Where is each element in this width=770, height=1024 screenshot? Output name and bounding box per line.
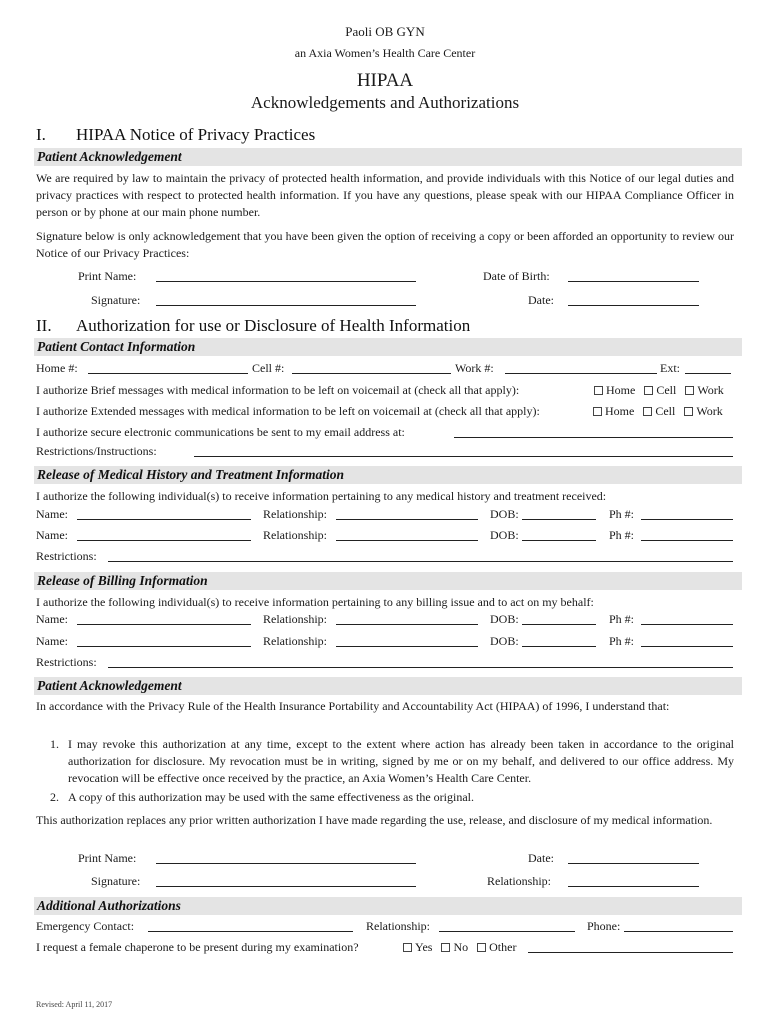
billing-restrictions-label: Restrictions: bbox=[36, 655, 97, 669]
emergency-phone-field[interactable] bbox=[624, 931, 733, 932]
billing-restrictions-field[interactable] bbox=[108, 667, 733, 668]
ack-signature-field[interactable] bbox=[156, 886, 416, 887]
signature-label: Signature: bbox=[91, 293, 141, 307]
section-bar-billing bbox=[34, 572, 742, 590]
section-bar-label: Additional Authorizations bbox=[37, 898, 181, 913]
date-label: Date: bbox=[528, 293, 554, 307]
brief-messages-text: I authorize Brief messages with medical information to be left on voicemail at (check all that apply): bbox=[36, 383, 520, 397]
section-2-title bbox=[36, 316, 470, 336]
org-name: Paoli OB GYN bbox=[345, 24, 425, 39]
section-2-number: II. bbox=[36, 316, 52, 335]
section-bar-label: Patient Acknowledgement bbox=[37, 678, 182, 693]
section-bar-ack-2 bbox=[34, 677, 742, 695]
section-bar-label: Release of Medical History and Treatment Information bbox=[37, 467, 344, 482]
section-1-heading: HIPAA Notice of Privacy Practices bbox=[76, 125, 316, 144]
ack-list-item bbox=[36, 736, 734, 787]
ack-list-number: 1. bbox=[50, 737, 59, 751]
ack-list bbox=[36, 736, 734, 806]
medical-relationship-1-field[interactable] bbox=[336, 519, 478, 520]
medical-ph-2-field[interactable] bbox=[641, 540, 733, 541]
brief-options bbox=[588, 383, 724, 397]
billing-intro: I authorize the following individual(s) to receive information pertaining to any billing issue and to act on my behalf: bbox=[36, 595, 594, 609]
billing-relationship-1-label: Relationship: bbox=[263, 612, 327, 626]
section-1-title bbox=[36, 125, 315, 145]
ack-date-field[interactable] bbox=[568, 863, 699, 864]
section-bar-contact bbox=[34, 338, 742, 356]
chaperone-no-label: No bbox=[453, 940, 469, 954]
doc-title: HIPAA bbox=[356, 70, 414, 91]
medical-name-1-field[interactable] bbox=[77, 519, 251, 520]
hipaa-ack-intro: In accordance with the Privacy Rule of the Health Insurance Portability and Accountability Act (HIPAA) of 1996, I understand that: bbox=[36, 699, 670, 713]
extended-options bbox=[591, 404, 723, 418]
chaperone-other-label: Other bbox=[489, 940, 517, 954]
billing-name-1-field[interactable] bbox=[77, 624, 251, 625]
ack-list-text: A copy of this authorization may be used with the same effectiveness as the original. bbox=[68, 790, 475, 804]
emergency-relationship-label: Relationship: bbox=[366, 919, 430, 933]
brief-home-label: Home bbox=[606, 383, 636, 397]
billing-dob-1-field[interactable] bbox=[522, 624, 596, 625]
billing-ph-1-label: Ph #: bbox=[609, 612, 635, 626]
brief-work-checkbox[interactable] bbox=[685, 386, 694, 395]
medical-ph-1-field[interactable] bbox=[641, 519, 733, 520]
extended-home-checkbox[interactable] bbox=[593, 407, 602, 416]
billing-relationship-2-label: Relationship: bbox=[263, 634, 327, 648]
brief-home-checkbox[interactable] bbox=[594, 386, 603, 395]
print-name-field[interactable] bbox=[156, 281, 416, 282]
section-bar-label: Release of Billing Information bbox=[37, 573, 208, 588]
section-1-number: I. bbox=[36, 125, 46, 144]
medical-intro: I authorize the following individual(s) to receive information pertaining to any medical history and treatment received: bbox=[36, 489, 607, 503]
brief-cell-label: Cell bbox=[656, 383, 677, 397]
section-2-heading: Authorization for use or Disclosure of Health Information bbox=[76, 316, 471, 335]
medical-dob-2-label: DOB: bbox=[490, 528, 519, 542]
section-bar-label: Patient Acknowledgement bbox=[37, 149, 182, 164]
medical-name-1-label: Name: bbox=[36, 507, 68, 521]
medical-ph-1-label: Ph #: bbox=[609, 507, 635, 521]
medical-relationship-1-label: Relationship: bbox=[263, 507, 327, 521]
chaperone-other-checkbox[interactable] bbox=[477, 943, 486, 952]
emergency-relationship-field[interactable] bbox=[439, 931, 575, 932]
print-name-label: Print Name: bbox=[78, 269, 137, 283]
ack-print-name-label: Print Name: bbox=[78, 851, 137, 865]
ack-list-item bbox=[36, 789, 734, 806]
ack-list-number: 2. bbox=[50, 790, 59, 804]
billing-name-2-label: Name: bbox=[36, 634, 68, 648]
date-field[interactable] bbox=[568, 305, 699, 306]
ack-date-label: Date: bbox=[528, 851, 554, 865]
emergency-phone-label: Phone: bbox=[587, 919, 621, 933]
billing-name-1-label: Name: bbox=[36, 612, 68, 626]
work-phone-field[interactable] bbox=[505, 373, 657, 374]
medical-relationship-2-field[interactable] bbox=[336, 540, 478, 541]
emergency-contact-label: Emergency Contact: bbox=[36, 919, 135, 933]
extended-cell-checkbox[interactable] bbox=[643, 407, 652, 416]
section-bar-label: Patient Contact Information bbox=[37, 339, 196, 354]
ack-relationship-field[interactable] bbox=[568, 886, 699, 887]
billing-dob-2-field[interactable] bbox=[522, 646, 596, 647]
medical-name-2-label: Name: bbox=[36, 528, 68, 542]
billing-ph-2-field[interactable] bbox=[641, 646, 733, 647]
medical-dob-1-label: DOB: bbox=[490, 507, 519, 521]
extended-work-label: Work bbox=[696, 404, 723, 418]
signature-notice-paragraph: Signature below is only acknowledgement that you have been given the option of receiving a copy or been afforded an opportunity to review our Notice of our Privacy Practices: bbox=[36, 229, 734, 260]
medical-restrictions-field[interactable] bbox=[108, 561, 733, 562]
emergency-contact-field[interactable] bbox=[148, 931, 353, 932]
dob-field[interactable] bbox=[568, 281, 699, 282]
chaperone-question: I request a female chaperone to be present during my examination? bbox=[36, 940, 359, 954]
extended-messages-text: I authorize Extended messages with medical information to be left on voicemail at (check all that apply): bbox=[36, 404, 540, 418]
dob-label: Date of Birth: bbox=[483, 269, 550, 283]
chaperone-other-field[interactable] bbox=[528, 952, 733, 953]
extended-home-label: Home bbox=[605, 404, 635, 418]
section-bar-ack-1 bbox=[34, 148, 742, 166]
medical-relationship-2-label: Relationship: bbox=[263, 528, 327, 542]
doc-subtitle: Acknowledgements and Authorizations bbox=[250, 93, 520, 112]
billing-dob-2-label: DOB: bbox=[490, 634, 519, 648]
medical-dob-2-field[interactable] bbox=[522, 540, 596, 541]
ext-label: Ext: bbox=[660, 361, 680, 375]
email-field[interactable] bbox=[454, 437, 733, 438]
chaperone-yes-checkbox[interactable] bbox=[403, 943, 412, 952]
cell-phone-label: Cell #: bbox=[252, 361, 285, 375]
billing-dob-1-label: DOB: bbox=[490, 612, 519, 626]
billing-relationship-2-field[interactable] bbox=[336, 646, 478, 647]
home-phone-label: Home #: bbox=[36, 361, 78, 375]
work-phone-label: Work #: bbox=[455, 361, 494, 375]
billing-ph-2-label: Ph #: bbox=[609, 634, 635, 648]
replace-authorization-paragraph: This authorization replaces any prior written authorization I have made regarding the use, release, and disclosure of my medical information. bbox=[36, 813, 713, 827]
billing-ph-1-field[interactable] bbox=[641, 624, 733, 625]
ext-field[interactable] bbox=[685, 373, 731, 374]
billing-relationship-1-field[interactable] bbox=[336, 624, 478, 625]
ack-relationship-label: Relationship: bbox=[487, 874, 551, 888]
section-bar-medical bbox=[34, 466, 742, 484]
restrictions-instructions-field[interactable] bbox=[194, 456, 733, 457]
signature-field[interactable] bbox=[156, 305, 416, 306]
revision-date: Revised: April 11, 2017 bbox=[36, 1000, 113, 1009]
chaperone-options bbox=[397, 940, 516, 954]
medical-restrictions-label: Restrictions: bbox=[36, 549, 97, 563]
section-bar-additional bbox=[34, 897, 742, 915]
chaperone-yes-label: Yes bbox=[415, 940, 433, 954]
chaperone-no-checkbox[interactable] bbox=[441, 943, 450, 952]
medical-dob-1-field[interactable] bbox=[522, 519, 596, 520]
extended-cell-label: Cell bbox=[655, 404, 676, 418]
medical-name-2-field[interactable] bbox=[77, 540, 251, 541]
brief-cell-checkbox[interactable] bbox=[644, 386, 653, 395]
home-phone-field[interactable] bbox=[88, 373, 248, 374]
ack-signature-label: Signature: bbox=[91, 874, 141, 888]
brief-work-label: Work bbox=[697, 383, 724, 397]
extended-work-checkbox[interactable] bbox=[684, 407, 693, 416]
medical-ph-2-label: Ph #: bbox=[609, 528, 635, 542]
restrictions-instructions-label: Restrictions/Instructions: bbox=[36, 444, 157, 458]
billing-name-2-field[interactable] bbox=[77, 646, 251, 647]
privacy-notice-paragraph: We are required by law to maintain the privacy of protected health information, and provide individuals with this Notice of our legal duties and privacy practices with respect to protected health information. If you have any questions, please speak with our HIPAA Compliance Officer in person or by phone at our main phone number. bbox=[36, 171, 734, 219]
email-authorization-text: I authorize secure electronic communications be sent to my email address at: bbox=[36, 425, 405, 439]
cell-phone-field[interactable] bbox=[292, 373, 451, 374]
ack-list-text: I may revoke this authorization at any time, except to the extent where action has already been taken in accordance to the original authorization for disclosure. My revocation must be in writing, signed by me or on my behalf, and delivered to our office address. My revocation will be effective once received by the practice, an Axia Women’s Health Care Center. bbox=[68, 737, 734, 785]
org-subtitle: an Axia Women’s Health Care Center bbox=[294, 46, 476, 60]
ack-print-name-field[interactable] bbox=[156, 863, 416, 864]
